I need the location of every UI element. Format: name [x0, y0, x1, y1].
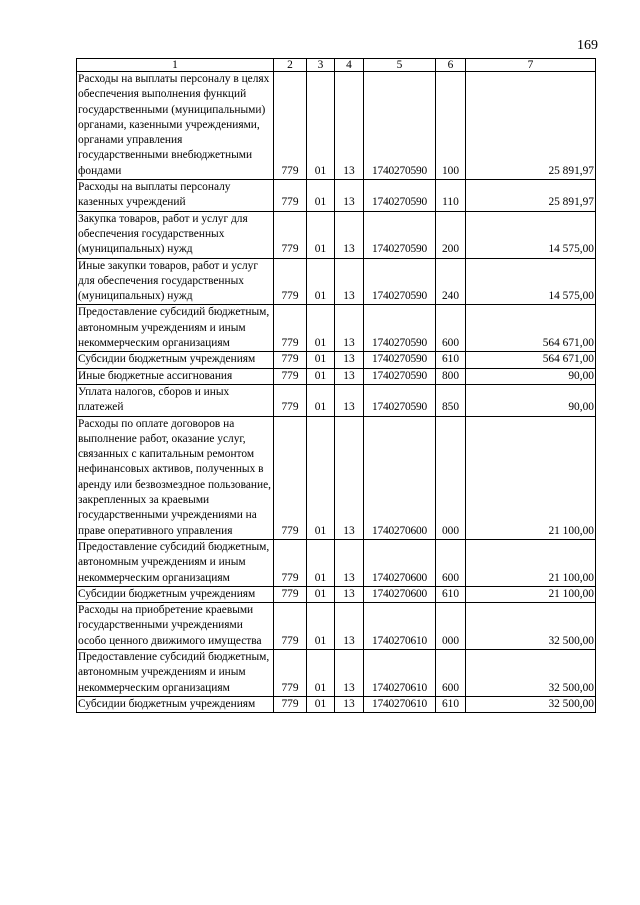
- row-amount: 25 891,97: [466, 180, 596, 212]
- table-row: [77, 352, 596, 368]
- row-admin-code: 779: [274, 352, 307, 368]
- row-admin-code: 779: [274, 649, 307, 696]
- table-row: [77, 384, 596, 416]
- row-admin-code: 779: [274, 258, 307, 305]
- row-amount: 564 671,00: [466, 305, 596, 352]
- row-section: 01: [307, 72, 335, 180]
- row-description: Расходы на выплаты персоналу казенных учреждений: [77, 180, 274, 212]
- column-header-7: 7: [466, 59, 596, 72]
- column-header-2: 2: [274, 59, 307, 72]
- row-subsection: 13: [335, 649, 364, 696]
- row-admin-code: 779: [274, 416, 307, 539]
- row-expense-type: 240: [436, 258, 466, 305]
- table-header-row: [77, 59, 596, 72]
- row-expense-type: 100: [436, 72, 466, 180]
- row-expense-type: 600: [436, 539, 466, 586]
- table-row: [77, 539, 596, 586]
- row-admin-code: 779: [274, 211, 307, 258]
- row-section: 01: [307, 368, 335, 384]
- row-section: 01: [307, 211, 335, 258]
- row-admin-code: 779: [274, 539, 307, 586]
- table-row: [77, 368, 596, 384]
- row-expense-type: 800: [436, 368, 466, 384]
- page-number: 169: [577, 38, 598, 53]
- row-section: 01: [307, 539, 335, 586]
- row-amount: 25 891,97: [466, 72, 596, 180]
- row-expense-type: 000: [436, 603, 466, 650]
- row-subsection: 13: [335, 211, 364, 258]
- table-body: [77, 72, 596, 713]
- row-subsection: 13: [335, 586, 364, 602]
- row-section: 01: [307, 603, 335, 650]
- table-row: [77, 586, 596, 602]
- row-amount: 32 500,00: [466, 649, 596, 696]
- row-admin-code: 779: [274, 696, 307, 712]
- row-target-article: 1740270610: [364, 603, 436, 650]
- row-expense-type: 610: [436, 352, 466, 368]
- row-description: Субсидии бюджетным учреждениям: [77, 696, 274, 712]
- row-description: Расходы на выплаты персоналу в целях обеспечения выполнения функций государственными (муниципальными) органами, казенными учреждениями, органами управления государственными внебюджетными фондами: [77, 72, 274, 180]
- row-subsection: 13: [335, 384, 364, 416]
- row-amount: 32 500,00: [466, 603, 596, 650]
- row-section: 01: [307, 649, 335, 696]
- row-target-article: 1740270590: [364, 258, 436, 305]
- row-section: 01: [307, 180, 335, 212]
- row-admin-code: 779: [274, 368, 307, 384]
- table-row: [77, 180, 596, 212]
- row-expense-type: 610: [436, 586, 466, 602]
- row-amount: 21 100,00: [466, 586, 596, 602]
- row-expense-type: 110: [436, 180, 466, 212]
- row-expense-type: 850: [436, 384, 466, 416]
- row-subsection: 13: [335, 305, 364, 352]
- row-amount: 90,00: [466, 368, 596, 384]
- row-amount: 14 575,00: [466, 211, 596, 258]
- row-description: Предоставление субсидий бюджетным, автономным учреждениям и иным некоммерческим организациям: [77, 305, 274, 352]
- row-subsection: 13: [335, 352, 364, 368]
- row-target-article: 1740270590: [364, 352, 436, 368]
- row-admin-code: 779: [274, 72, 307, 180]
- row-target-article: 1740270590: [364, 211, 436, 258]
- row-amount: 21 100,00: [466, 416, 596, 539]
- row-description: Уплата налогов, сборов и иных платежей: [77, 384, 274, 416]
- row-description: Предоставление субсидий бюджетным, автономным учреждениям и иным некоммерческим организациям: [77, 539, 274, 586]
- table-row: [77, 305, 596, 352]
- row-subsection: 13: [335, 368, 364, 384]
- row-section: 01: [307, 696, 335, 712]
- table-row: [77, 649, 596, 696]
- row-target-article: 1740270590: [364, 384, 436, 416]
- column-header-6: 6: [436, 59, 466, 72]
- row-subsection: 13: [335, 539, 364, 586]
- row-amount: 564 671,00: [466, 352, 596, 368]
- row-target-article: 1740270600: [364, 539, 436, 586]
- table-row: [77, 416, 596, 539]
- row-subsection: 13: [335, 416, 364, 539]
- row-section: 01: [307, 586, 335, 602]
- row-target-article: 1740270590: [364, 305, 436, 352]
- column-header-5: 5: [364, 59, 436, 72]
- row-target-article: 1740270590: [364, 72, 436, 180]
- row-subsection: 13: [335, 603, 364, 650]
- column-header-4: 4: [335, 59, 364, 72]
- row-expense-type: 200: [436, 211, 466, 258]
- row-amount: 21 100,00: [466, 539, 596, 586]
- row-description: Расходы на приобретение краевыми государственными учреждениями особо ценного движимого имущества: [77, 603, 274, 650]
- row-section: 01: [307, 352, 335, 368]
- row-subsection: 13: [335, 180, 364, 212]
- row-section: 01: [307, 384, 335, 416]
- budget-table: [76, 58, 596, 713]
- row-description: Субсидии бюджетным учреждениям: [77, 352, 274, 368]
- row-admin-code: 779: [274, 586, 307, 602]
- table-row: [77, 258, 596, 305]
- row-description: Закупка товаров, работ и услуг для обеспечения государственных (муниципальных) нужд: [77, 211, 274, 258]
- row-expense-type: 600: [436, 649, 466, 696]
- row-amount: 90,00: [466, 384, 596, 416]
- table-row: [77, 603, 596, 650]
- row-admin-code: 779: [274, 603, 307, 650]
- row-section: 01: [307, 258, 335, 305]
- row-description: Иные закупки товаров, работ и услуг для обеспечения государственных (муниципальных) нужд: [77, 258, 274, 305]
- row-admin-code: 779: [274, 305, 307, 352]
- row-subsection: 13: [335, 72, 364, 180]
- row-target-article: 1740270600: [364, 586, 436, 602]
- row-target-article: 1740270590: [364, 180, 436, 212]
- row-description: Расходы по оплате договоров на выполнение работ, оказание услуг, связанных с капитальным ремонтом нефинансовых активов, полученных в аренду или безвозмездное пользование, закрепленных за краевыми государственными учреждениями на праве оперативного управления: [77, 416, 274, 539]
- row-subsection: 13: [335, 696, 364, 712]
- row-section: 01: [307, 416, 335, 539]
- row-amount: 32 500,00: [466, 696, 596, 712]
- table-row: [77, 72, 596, 180]
- row-target-article: 1740270590: [364, 368, 436, 384]
- row-target-article: 1740270600: [364, 416, 436, 539]
- row-description: Субсидии бюджетным учреждениям: [77, 586, 274, 602]
- table-row: [77, 211, 596, 258]
- column-header-1: 1: [77, 59, 274, 72]
- row-target-article: 1740270610: [364, 649, 436, 696]
- table-row: [77, 696, 596, 712]
- row-expense-type: 600: [436, 305, 466, 352]
- row-section: 01: [307, 305, 335, 352]
- row-description: Иные бюджетные ассигнования: [77, 368, 274, 384]
- row-expense-type: 000: [436, 416, 466, 539]
- row-subsection: 13: [335, 258, 364, 305]
- row-amount: 14 575,00: [466, 258, 596, 305]
- row-expense-type: 610: [436, 696, 466, 712]
- row-admin-code: 779: [274, 180, 307, 212]
- row-description: Предоставление субсидий бюджетным, автономным учреждениям и иным некоммерческим организациям: [77, 649, 274, 696]
- row-admin-code: 779: [274, 384, 307, 416]
- row-target-article: 1740270610: [364, 696, 436, 712]
- column-header-3: 3: [307, 59, 335, 72]
